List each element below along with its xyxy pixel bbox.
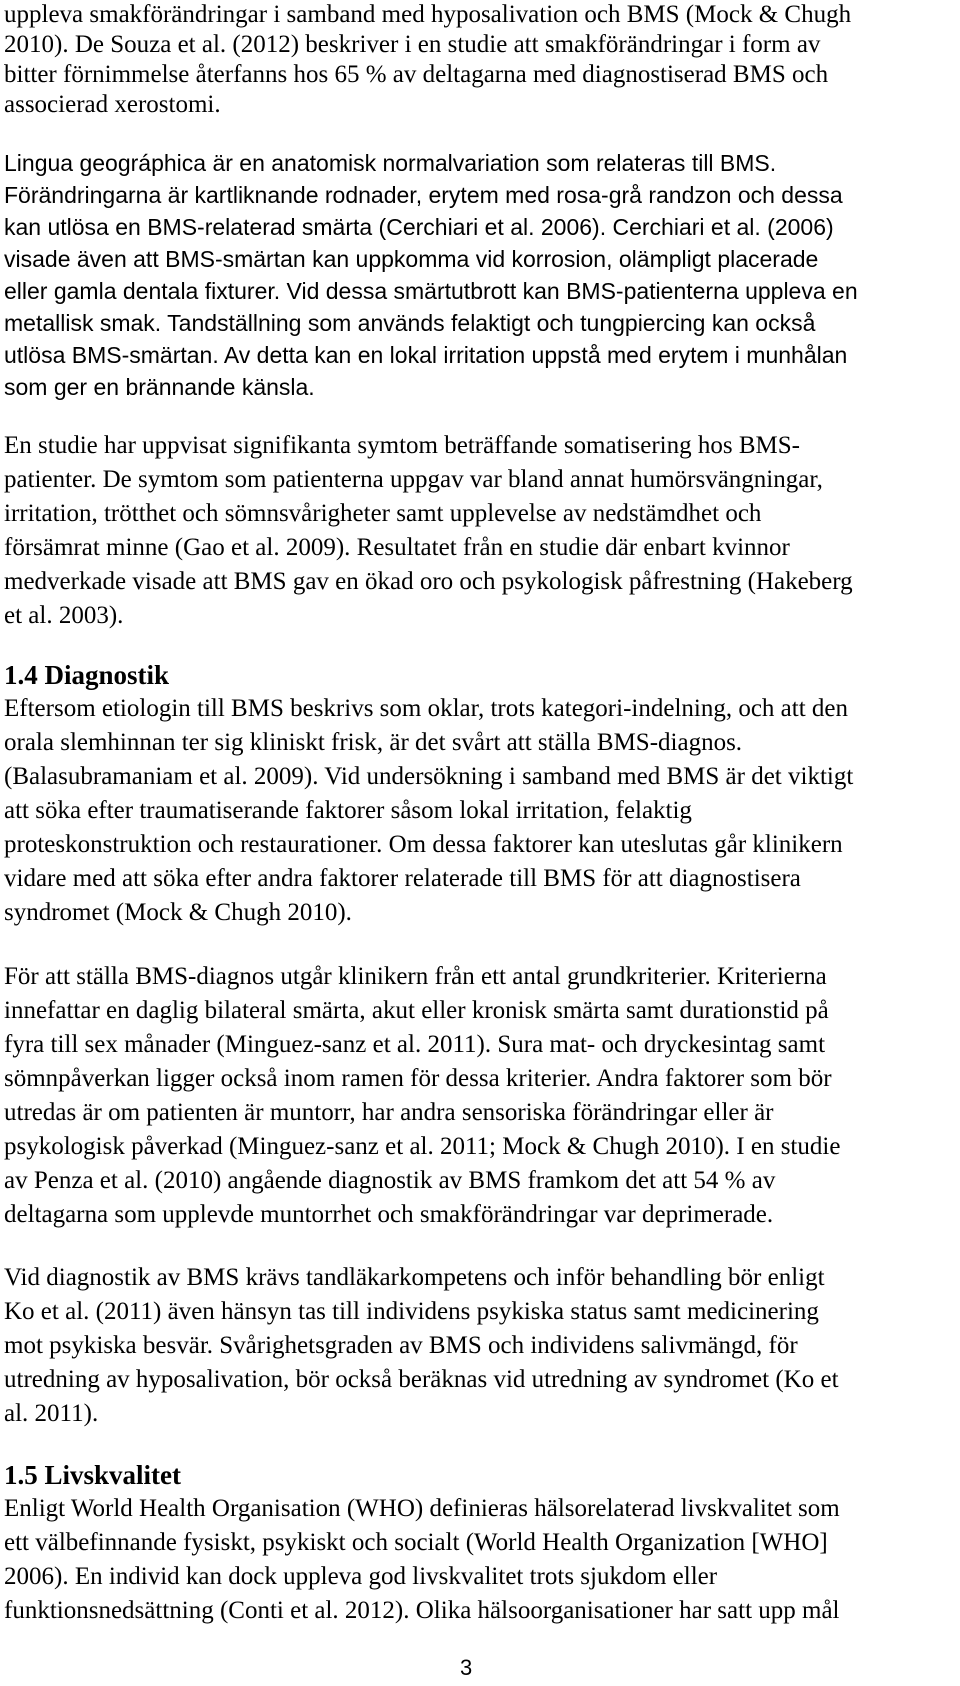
text-line: metallisk smak. Tandställning som används felaktigt och tungpiercing kan också (4, 310, 816, 336)
text-line: sömnpåverkan ligger också inom ramen för dessa kriterier. Andra faktorer som bör (4, 1065, 832, 1092)
text-line: utlösa BMS-smärtan. Av detta kan en lokal irritation uppstå med erytem i munhålan (4, 342, 848, 368)
text-line: medverkade visade att BMS gav en ökad oro och psykologisk påfrestning (Hakeberg (4, 568, 853, 595)
text-line: För att ställa BMS-diagnos utgår klinikern från ett antal grundkriterier. Kriterierna (4, 963, 827, 990)
section-heading-diagnostik: 1.4 Diagnostik (4, 660, 170, 690)
text-line: fyra till sex månader (Minguez-sanz et al. 2011). Sura mat- och dryckesintag samt (4, 1031, 826, 1058)
text-line: et al. 2003). (4, 602, 124, 629)
text-line: 2010). De Souza et al. (2012) beskriver i en studie att smakförändringar i form av (4, 31, 821, 58)
text-line: av Penza et al. (2010) angående diagnostik av BMS framkom det att 54 % av (4, 1167, 776, 1194)
text-line: innefattar en daglig bilateral smärta, akut eller kronisk smärta samt durationstid på (4, 997, 829, 1024)
text-line: associerad xerostomi. (4, 91, 221, 118)
text-line: proteskonstruktion och restaurationer. Om dessa faktorer kan uteslutas går klinikern (4, 831, 843, 858)
text-line: al. 2011). (4, 1400, 99, 1427)
text-line: (Balasubramaniam et al. 2009). Vid undersökning i samband med BMS är det viktigt (4, 763, 854, 790)
text-line: patienter. De symtom som patienterna uppgav var bland annat humörsvängningar, (4, 466, 823, 493)
text-line: visade även att BMS-smärtan kan uppkomma vid korrosion, olämpligt placerade (4, 246, 819, 272)
text-line: Ko et al. (2011) även hänsyn tas till individens psykiska status samt medicinering (4, 1298, 819, 1325)
text-line: orala slemhinnan ter sig kliniskt frisk, är det svårt att ställa BMS-diagnos. (4, 729, 743, 756)
text-line: utredning av hyposalivation, bör också beräknas vid utredning av syndromet (Ko et (4, 1366, 839, 1393)
text-line: ett välbefinnande fysiskt, psykiskt och socialt (World Health Organization [WHO] (4, 1529, 828, 1556)
text-line: Enligt World Health Organisation (WHO) definieras hälsorelaterad livskvalitet som (4, 1495, 840, 1522)
section-heading-livskvalitet: 1.5 Livskvalitet (4, 1460, 182, 1490)
text-line: Förändringarna är kartliknande rodnader, erytem med rosa-grå randzon och dessa (4, 182, 843, 208)
text-line: kan utlösa en BMS-relaterad smärta (Cerchiari et al. 2006). Cerchiari et al. (2006) (4, 214, 834, 240)
text-line: Vid diagnostik av BMS krävs tandläkarkompetens och inför behandling bör enligt (4, 1264, 825, 1291)
text-line: irritation, trötthet och sömnsvårigheter samt upplevelse av nedstämdhet och (4, 500, 762, 527)
text-line: uppleva smakförändringar i samband med hyposalivation och BMS (Mock & Chugh (4, 1, 852, 28)
text-line: eller gamla dentala fixturer. Vid dessa smärtutbrott kan BMS-patienterna uppleva en (4, 278, 858, 304)
text-line: psykologisk påverkad (Minguez-sanz et al. 2011; Mock & Chugh 2010). I en studie (4, 1133, 841, 1160)
text-line: funktionsnedsättning (Conti et al. 2012). Olika hälsoorganisationer har satt upp mål (4, 1597, 840, 1624)
text-line: Eftersom etiologin till BMS beskrivs som oklar, trots kategori-indelning, och att den (4, 695, 849, 722)
text-line: 2006). En individ kan dock uppleva god livskvalitet trots sjukdom eller (4, 1563, 718, 1590)
text-line: vidare med att söka efter andra faktorer relaterade till BMS för att diagnostisera (4, 865, 801, 892)
text-line: syndromet (Mock & Chugh 2010). (4, 899, 352, 926)
text-line: bitter förnimmelse återfanns hos 65 % av deltagarna med diagnostiserad BMS och (4, 61, 829, 88)
text-line: utredas är om patienten är muntorr, har andra sensoriska förändringar eller är (4, 1099, 774, 1126)
text-line: En studie har uppvisat signifikanta symtom beträffande somatisering hos BMS- (4, 432, 800, 459)
text-line: som ger en brännande känsla. (4, 374, 315, 400)
text-line: deltagarna som upplevde muntorrhet och smakförändringar var deprimerade. (4, 1201, 774, 1228)
text-line: mot psykiska besvär. Svårighetsgraden av BMS och individens salivmängd, för (4, 1332, 798, 1359)
text-line: Lingua geográphica är en anatomisk normalvariation som relateras till BMS. (4, 150, 777, 176)
page-number: 3 (460, 1655, 473, 1680)
text-line: försämrat minne (Gao et al. 2009). Resultatet från en studie där enbart kvinnor (4, 534, 790, 561)
text-line: att söka efter traumatiserande faktorer såsom lokal irritation, felaktig (4, 797, 692, 824)
